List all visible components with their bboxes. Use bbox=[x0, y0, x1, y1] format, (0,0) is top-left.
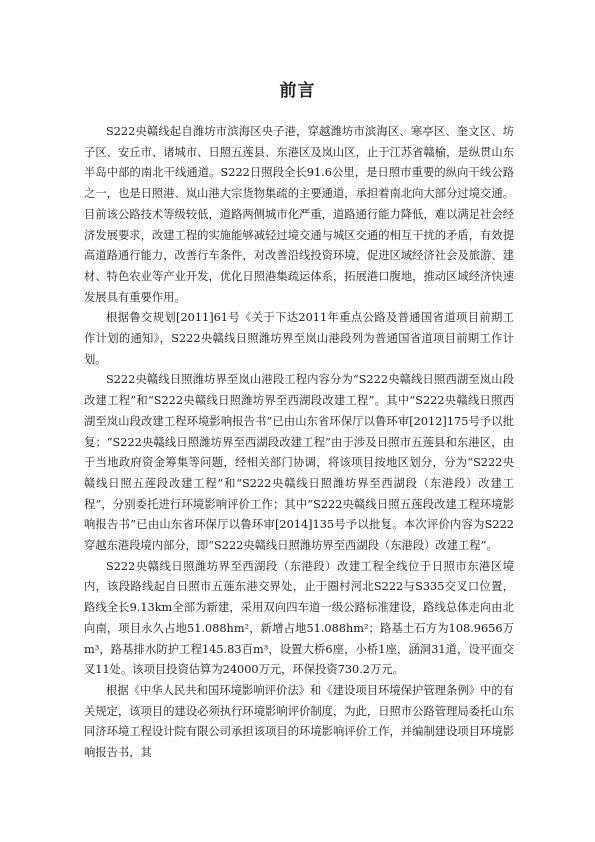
paragraph-project-details: S222央赣线日照潍坊界至西湖段（东港段）改建工程全线位于日照市东港区境内，该段路线起自日照市五莲东港交界处，止于圈村河北S222与S335交叉口位置，路线全长9.13km全部为新建，采用双向四车道一级公路标准建设，路线总体走向由北向南，项目永久占地51.088hm²，新增占地51.088hm²；路基土石方为108.9656万m³，路基排水防护工程145.83百m³，设置大桥6座，小桥1座，涵洞31道，设平面交叉11处。该项目投资估算为24000万元，环保投资730.2万元。 bbox=[84, 559, 514, 677]
page-title: 前言 bbox=[279, 81, 316, 101]
paragraph-legal-basis: 根据《中华人民共和国环境影响评价法》和《建设项目环境保护管理条例》中的有关规定，该项目的建设必须执行环境影响评价制度，为此，日照市公路管理局委托山东同济环境工程设计院有限公司承担该项目的环境影响评价工作，并编制建设项目环境影响报告书，其 bbox=[84, 683, 514, 760]
paragraph-intro: S222央赣线起自潍坊市滨海区央子港，穿越潍坊市滨海区、寒亭区、奎文区、坊子区、安丘市、诸城市、日照五莲县、东港区及岚山区，止于江苏省赣榆，是纵贯山东半岛中部的南北干线通道。S222日照段全长91.6公里，是日照市重要的纵向干线公路之一，也是日照港、岚山港大宗货物集疏的主要通道，承担着南北向大部分过境交通。目前该公路技术等级较低，道路两侧城市化严重，道路通行能力降低，难以满足社会经济发展要求，改建工程的实施能够减轻过境交通与城区交通的相互干扰的矛盾，有效提高道路通行能力，改善行车条件，对改善沿线投资环境，促进区域经济社会及旅游、建材、特色农业等产业开发，优化日照港集疏运体系，拓展港口腹地，推动区域经济快速发展具有重要作用。 bbox=[84, 125, 514, 304]
paragraph-scope: S222央赣线日照潍坊界至岚山港段工程内容分为“S222央赣线日照西湖至岚山段改建工程”和“S222央赣线日照潍坊界至西湖段改建工程”。其中“S222央赣线日照西湖至岚山段改建工程环境影响报告书”已由山东省环保厅以鲁环审[2012]175号予以批复；“S222央赣线日照潍坊界至西湖段改建工程”由于涉及日照市五莲县和东港区，由于当地政府资金筹集等问题，经相关部门协调，将该项目按地区划分，分为“S222央赣线日照五莲段改建工程”和“S222央赣线日照潍坊界至西湖段（东港段）改建工程”，分别委托进行环境影响评价工作；其中“S222央赣线日照五莲段改建工程环境影响报告书”已由山东省环保厅以鲁环审[2014]135号予以批复。本次评价内容为S222穿越东港段境内部分，即“S222央赣线日照潍坊界至西湖段（东港段）改建工程”。 bbox=[84, 373, 514, 553]
paragraph-basis: 根据鲁交规划[2011]61号《关于下达2011年重点公路及普通国省道项目前期工作计划的通知》，S222央赣线日照潍坊界至岚山港段列为普通国省道项目前期工作计划。 bbox=[84, 311, 514, 366]
document-body bbox=[84, 122, 514, 764]
